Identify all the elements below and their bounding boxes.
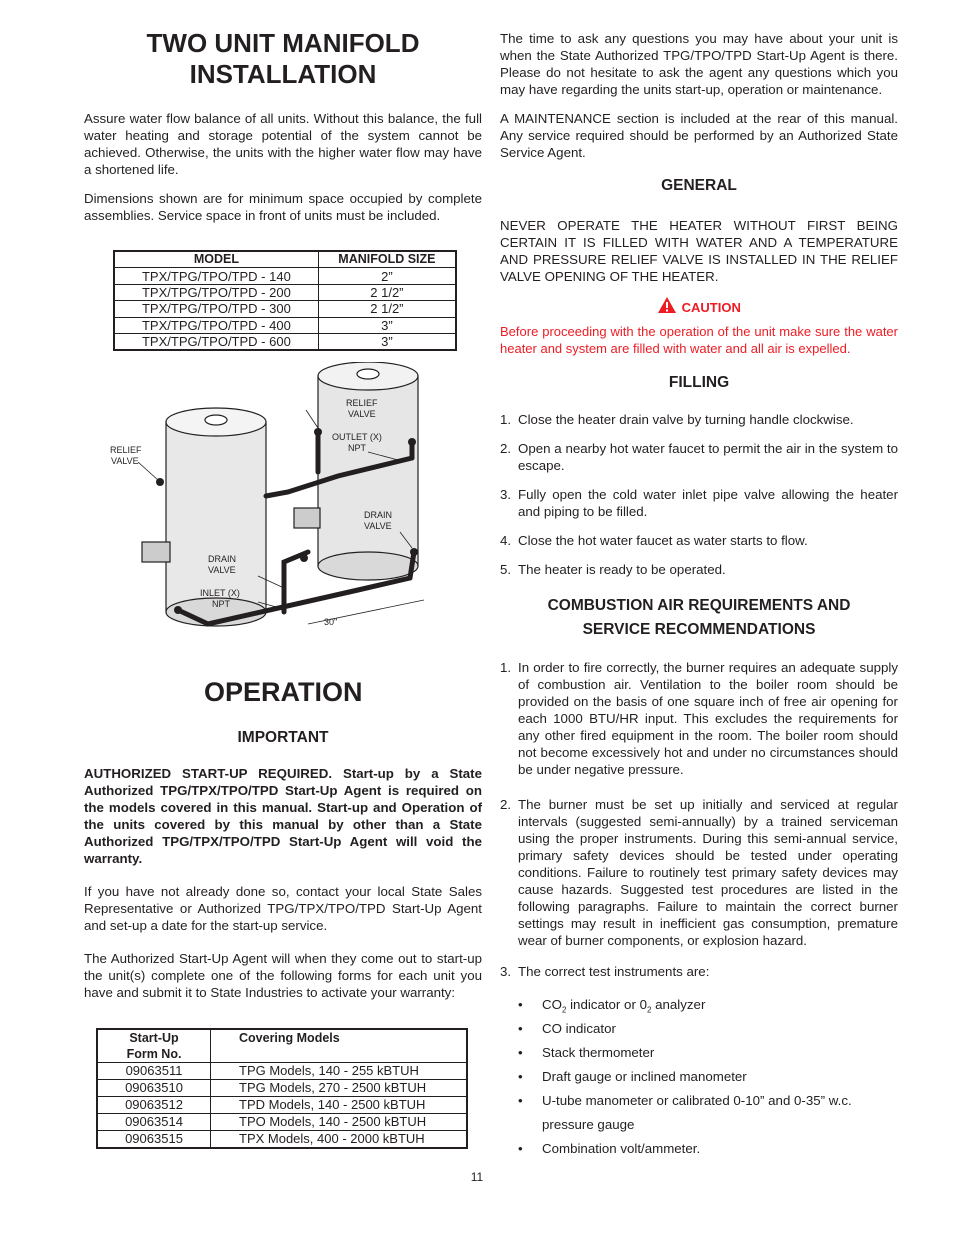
instrument-text: Stack thermometer [542, 1045, 655, 1060]
table-row [97, 1080, 467, 1097]
bullet-icon: • [518, 1141, 523, 1156]
filling-step [500, 486, 898, 520]
label-outlet: OUTLET (X) [332, 432, 382, 442]
table-cell: TPG Models, 270 - 2500 kBTUH [239, 1080, 427, 1095]
co2-text: CO [542, 997, 562, 1012]
paragraph-questions: The time to ask any questions you may have about your unit is when the State Authorized TPG/TPO/TPD Start-Up Agent is there. Please do not hesitate to ask the agent any questions which you may have regarding the units start-up, operation or maintenance. [500, 31, 898, 97]
paragraph-startup-agent: The Authorized Start-Up Agent will when they come out to start-up the unit(s) complete one of the following forms for each unit you have and submit it to State Industries to activate your warranty: [84, 951, 482, 1000]
label-inlet-2: NPT [212, 599, 230, 609]
warning-triangle-icon [657, 296, 677, 314]
table-cell: TPX/TPG/TPO/TPD - 400 [114, 317, 318, 333]
heading-combustion [500, 594, 898, 642]
manifold-size-table [113, 250, 457, 351]
table-cell: TPX/TPG/TPO/TPD - 600 [114, 333, 318, 350]
table-row [114, 284, 456, 300]
item-text: In order to fire correctly, the burner requires an adequate supply of combustion air. Ventilation to the boiler room should be provided on the basis of one square inch of free air opening for each 1000 BTU/HR input. This excludes the requirements for any other fired equipment in the room. The boiler room should not become excessively hot and under no circumstances should be under negative pressure. [518, 660, 898, 777]
label-relief-valve-front-2: VALVE [111, 456, 139, 466]
item-number: 3. [500, 964, 512, 979]
table-row [114, 333, 456, 350]
instrument-text: pressure gauge [542, 1117, 635, 1132]
step-number: 1. [500, 412, 512, 427]
header-startup: Start-Up [129, 1031, 179, 1045]
step-number: 2. [500, 441, 512, 456]
step-text: The heater is ready to be operated. [518, 562, 726, 577]
startup-forms-table [96, 1028, 468, 1149]
heading-filling: FILLING [668, 374, 730, 391]
paragraph-contact: If you have not already done so, contact your local State Sales Representative or Authorized TPG/TPX/TPO/TPD Start-Up Agent and set-up a date for the start-up service. [84, 884, 482, 933]
table-row [97, 1114, 467, 1131]
table-row [114, 301, 456, 317]
table-row [97, 1063, 467, 1080]
table-cell: TPX/TPG/TPO/TPD - 200 [114, 284, 318, 300]
caution-label-row [500, 296, 898, 317]
label-drain-valve-back: DRAIN [364, 510, 393, 520]
bullet-icon: • [518, 1069, 523, 1084]
paragraph-maintenance: A MAINTENANCE section is included at the rear of this manual. Any service required should be performed by an Authorized State Service Agent. [500, 111, 898, 160]
label-inlet: INLET (X) [200, 588, 240, 598]
table-row [114, 317, 456, 333]
item-text: The correct test instruments are: [518, 964, 710, 979]
bullet-icon: • [518, 1093, 523, 1108]
instrument-text: Draft gauge or inclined manometer [542, 1069, 747, 1084]
manifold-installation-diagram [108, 362, 468, 642]
column-header: MANIFOLD SIZE [318, 251, 456, 268]
column-header [97, 1029, 211, 1063]
label-drain-valve-front: DRAIN [208, 554, 237, 564]
combustion-item [500, 659, 898, 778]
item-text: The burner must be set up initially and serviced at regular intervals (suggested semi-annually) by a trained serviceman using the proper instruments. During this semi-annual service, primary safety devices should be tested under operating conditions. Failure to routinely test primary safety devices may cause hazards. Suggested test procedures are listed in the following paragraphs. Failure to maintain the correct burner settings may result in inefficient gas consumption, premature wear of burner components, or explosion hazard. [518, 797, 898, 948]
label-relief-valve-back-2: VALVE [348, 409, 376, 419]
item-number: 1. [500, 660, 512, 675]
table-cell: TPX/TPG/TPO/TPD - 140 [114, 268, 318, 284]
table-row [114, 268, 456, 284]
filling-step [500, 561, 898, 578]
label-relief-valve-back: RELIEF [346, 398, 378, 408]
label-outlet-2: NPT [348, 443, 366, 453]
heading-combustion-line-1: COMBUSTION AIR REQUIREMENTS AND [547, 597, 851, 614]
step-number: 4. [500, 533, 512, 548]
table-header-row [114, 251, 456, 268]
step-number: 5. [500, 562, 512, 577]
bullet-icon: • [518, 1021, 523, 1036]
step-text: Open a nearby hot water faucet to permit the air in the system to escape. [518, 441, 898, 473]
indicator-text: indicator or 0 [566, 997, 647, 1012]
instrument-text: U-tube manometer or calibrated 0-10” and 0-35” w.c. [542, 1093, 852, 1108]
title-line-1: TWO UNIT MANIFOLD [146, 28, 420, 58]
table-cell: 09063512 [97, 1097, 211, 1114]
section-title-operation: OPERATION [204, 677, 363, 707]
heading-important: IMPORTANT [237, 729, 329, 746]
paragraph-flow-balance: Assure water flow balance of all units. Without this balance, the full water heating and storage potential of the system cannot be achieved. Otherwise, the units with the higher water flow may have a shortened life. [84, 111, 482, 177]
label-drain-valve-back-2: VALVE [364, 521, 392, 531]
filling-step [500, 411, 898, 428]
heading-combustion-line-2: SERVICE RECOMMENDATIONS [582, 621, 816, 638]
table-header-row [97, 1029, 467, 1063]
combustion-item [500, 796, 898, 949]
heading-general: GENERAL [661, 177, 737, 194]
title-line-2: INSTALLATION [189, 59, 377, 89]
table-cell: 09063515 [97, 1131, 211, 1149]
step-text: Close the heater drain valve by turning handle clockwise. [518, 412, 854, 427]
section-title-manifold [84, 28, 482, 90]
instrument-text: Combination volt/ammeter. [542, 1141, 701, 1156]
page-number: 11 [470, 1170, 484, 1184]
table-cell: 3” [318, 333, 456, 350]
table-cell: TPO Models, 140 - 2500 kBTUH [239, 1114, 427, 1129]
paragraph-dimensions: Dimensions shown are for minimum space occupied by complete assemblies. Service space in front of units must be included. [84, 191, 482, 223]
label-dimension-30: 30" [324, 617, 338, 627]
item-number: 2. [500, 797, 512, 812]
table-cell: 09063511 [97, 1063, 211, 1080]
table-row [97, 1097, 467, 1114]
instrument-text: CO indicator [542, 1021, 616, 1036]
header-form-no: Form No. [126, 1047, 182, 1061]
table-cell: 2” [318, 268, 456, 284]
table-cell: TPX Models, 400 - 2000 kBTUH [239, 1131, 425, 1146]
column-header: MODEL [114, 251, 318, 268]
bullet-icon: • [518, 997, 523, 1012]
combustion-item [500, 963, 898, 980]
table-cell: 3” [318, 317, 456, 333]
subscript: 2 [561, 1005, 567, 1015]
important-notice: AUTHORIZED START-UP REQUIRED. Start-up by a State Authorized TPG/TPX/TPO/TPD Start-Up Agent is required on the models covered in this manual. Start-up and Operation of the units covered by this manual by other than a State Authorized TPG/TPX/TPO/TPD Start-Up Agent will void the warranty. [84, 766, 482, 866]
step-text: Close the hot water faucet as water starts to flow. [518, 533, 808, 548]
caution-text: Before proceeding with the operation of the unit make sure the water heater and system are filled with water and all air is expelled. [500, 324, 898, 356]
filling-step [500, 440, 898, 474]
table-cell: TPX/TPG/TPO/TPD - 300 [114, 301, 318, 317]
caution-label: CAUTION [681, 300, 741, 315]
table-cell: 09063514 [97, 1114, 211, 1131]
subscript: 2 [646, 1005, 652, 1015]
table-row [97, 1131, 467, 1149]
analyzer-text: analyzer [651, 997, 706, 1012]
bullet-icon: • [518, 1045, 523, 1060]
table-cell: TPD Models, 140 - 2500 kBTUH [239, 1097, 426, 1112]
table-cell: 09063510 [97, 1080, 211, 1097]
step-number: 3. [500, 487, 512, 502]
filling-step [500, 532, 898, 549]
general-warning: NEVER OPERATE THE HEATER WITHOUT FIRST BEING CERTAIN IT IS FILLED WITH WATER AND A TEMPERATURE AND PRESSURE RELIEF VALVE IS INSTALLED IN THE RELIEF VALVE OPENING OF THE HEATER. [500, 218, 898, 284]
table-cell: 2 1/2” [318, 284, 456, 300]
label-drain-valve-front-2: VALVE [208, 565, 236, 575]
label-relief-valve-front: RELIEF [110, 445, 142, 455]
column-header: Covering Models [239, 1031, 340, 1045]
table-cell: 2 1/2” [318, 301, 456, 317]
step-text: Fully open the cold water inlet pipe valve allowing the heater and piping to be filled. [518, 487, 898, 519]
table-cell: TPG Models, 140 - 255 kBTUH [239, 1063, 419, 1078]
